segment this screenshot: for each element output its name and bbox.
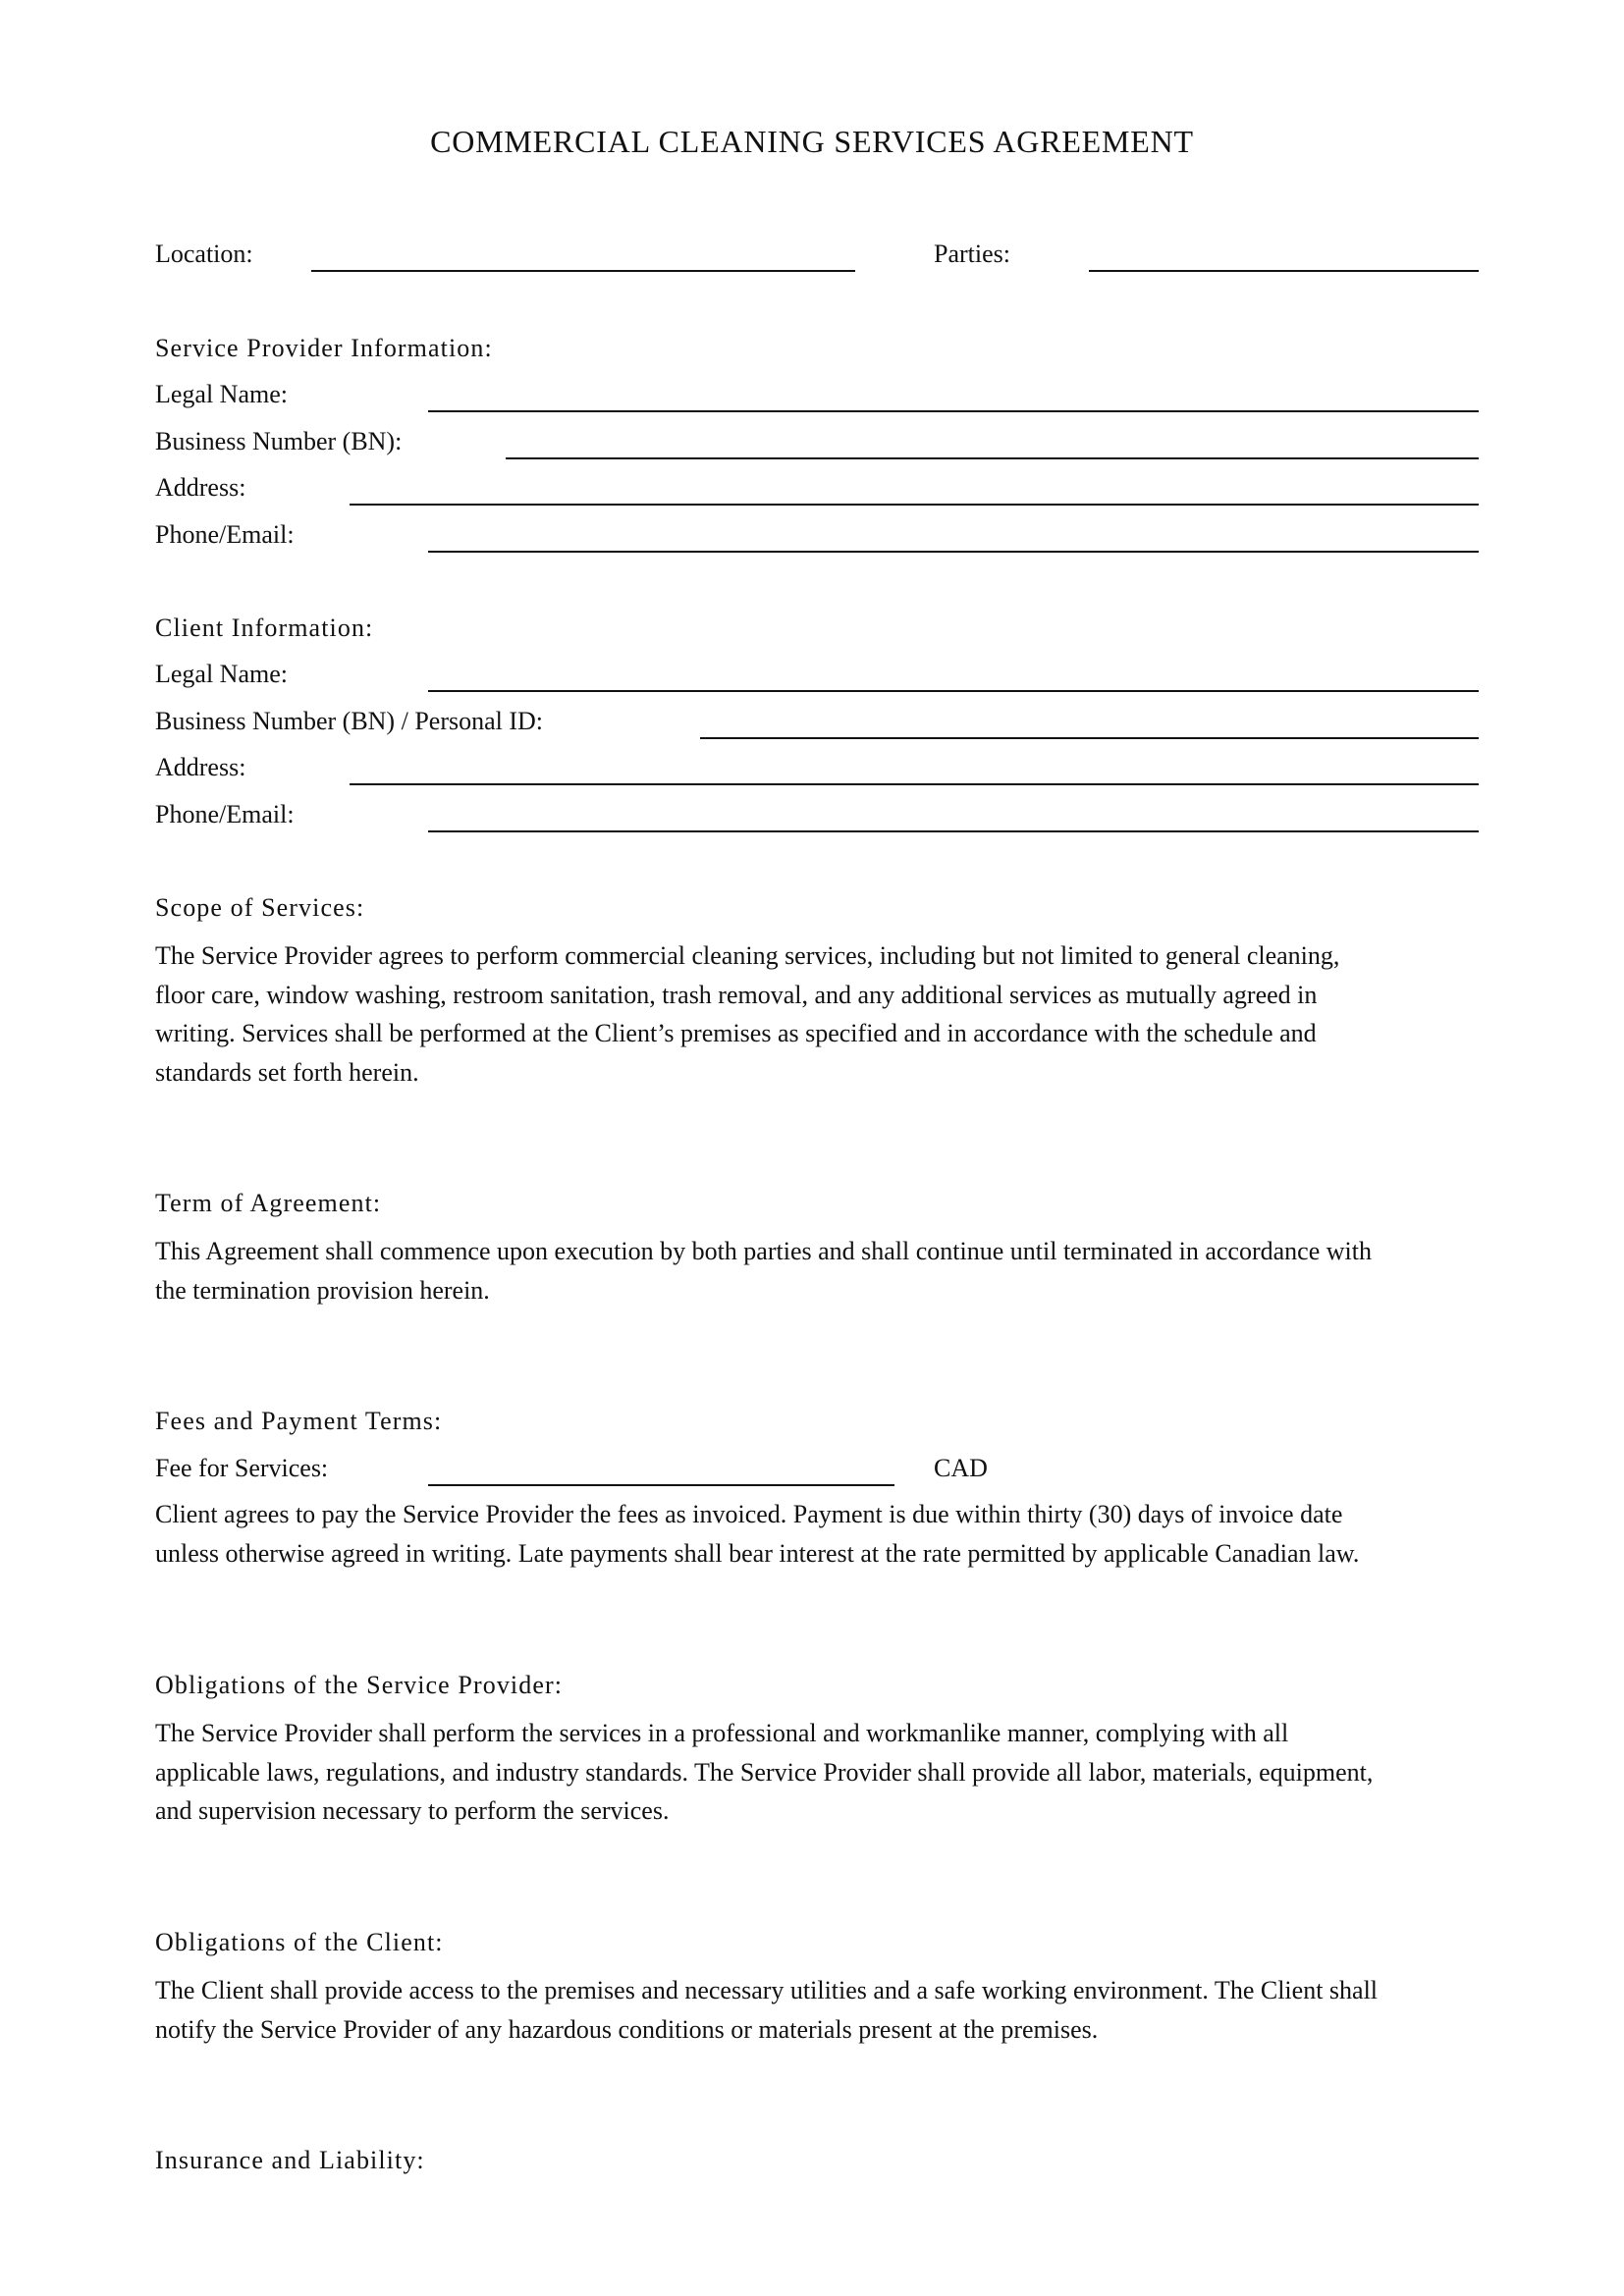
fee-field[interactable] — [428, 1484, 894, 1486]
client-bn-field[interactable] — [700, 737, 1479, 739]
scope-line: writing. Services shall be performed at the Client’s premises as specified and in accordance with the schedule and — [155, 1019, 1317, 1047]
term-line: the termination provision herein. — [155, 1275, 490, 1305]
location-field[interactable] — [311, 270, 855, 272]
service-provider-heading: Service Provider Information: — [155, 334, 493, 362]
sp-phone-email-label: Phone/Email: — [155, 520, 295, 549]
client-heading: Client Information: — [155, 614, 374, 642]
term-paragraph — [155, 1232, 1481, 1309]
sp-phone-email-field[interactable] — [428, 551, 1479, 553]
provider-obligations-line: The Service Provider shall perform the services in a professional and workmanlike manner, complying with all — [155, 1719, 1289, 1747]
location-label: Location: — [155, 240, 253, 268]
client-obligations-line: The Client shall provide access to the premises and necessary utilities and a safe working environment. The Client shall — [155, 1976, 1379, 2004]
client-address-label: Address: — [155, 753, 246, 781]
fees-line: Client agrees to pay the Service Provider the fees as invoiced. Payment is due within thirty (30) days of invoice date — [155, 1500, 1343, 1528]
scope-line: standards set forth herein. — [155, 1057, 419, 1087]
provider-obligations-line: and supervision necessary to perform the services. — [155, 1796, 670, 1825]
fee-label: Fee for Services: — [155, 1454, 329, 1482]
sp-address-field[interactable] — [350, 504, 1479, 506]
sp-bn-field[interactable] — [506, 457, 1479, 459]
client-address-field[interactable] — [350, 783, 1479, 785]
client-legal-name-field[interactable] — [428, 690, 1479, 692]
client-legal-name-label: Legal Name: — [155, 660, 288, 688]
fee-currency: CAD — [934, 1454, 988, 1482]
client-obligations-line: notify the Service Provider of any hazardous conditions or materials present at the premises. — [155, 2014, 1099, 2044]
client-bn-label: Business Number (BN) / Personal ID: — [155, 707, 544, 735]
client-obligations-heading: Obligations of the Client: — [155, 1928, 444, 1956]
parties-label: Parties: — [934, 240, 1010, 268]
scope-paragraph — [155, 936, 1481, 1092]
parties-field[interactable] — [1089, 270, 1479, 272]
fees-line: unless otherwise agreed in writing. Late payments shall bear interest at the rate permitted by applicable Canadian law. — [155, 1538, 1360, 1568]
scope-line: The Service Provider agrees to perform commercial cleaning services, including but not limited to general cleaning, — [155, 941, 1340, 970]
client-obligations-paragraph — [155, 1971, 1481, 2049]
insurance-heading: Insurance and Liability: — [155, 2146, 425, 2174]
client-phone-email-field[interactable] — [428, 830, 1479, 832]
provider-obligations-line: applicable laws, regulations, and industry standards. The Service Provider shall provide all labor, materials, equipment, — [155, 1757, 1374, 1787]
provider-obligations-paragraph — [155, 1714, 1481, 1831]
fees-paragraph — [155, 1495, 1481, 1573]
term-line: This Agreement shall commence upon execution by both parties and shall continue until terminated in accordance with — [155, 1237, 1372, 1265]
document-title: COMMERCIAL CLEANING SERVICES AGREEMENT — [430, 124, 1194, 159]
sp-legal-name-label: Legal Name: — [155, 380, 288, 408]
client-phone-email-label: Phone/Email: — [155, 800, 295, 828]
sp-bn-label: Business Number (BN): — [155, 427, 403, 455]
fees-heading: Fees and Payment Terms: — [155, 1407, 443, 1435]
scope-line: floor care, window washing, restroom sanitation, trash removal, and any additional services as mutually agreed in — [155, 980, 1318, 1009]
scope-heading: Scope of Services: — [155, 893, 365, 922]
sp-address-label: Address: — [155, 473, 246, 502]
term-heading: Term of Agreement: — [155, 1189, 382, 1217]
provider-obligations-heading: Obligations of the Service Provider: — [155, 1671, 564, 1699]
sp-legal-name-field[interactable] — [428, 410, 1479, 412]
